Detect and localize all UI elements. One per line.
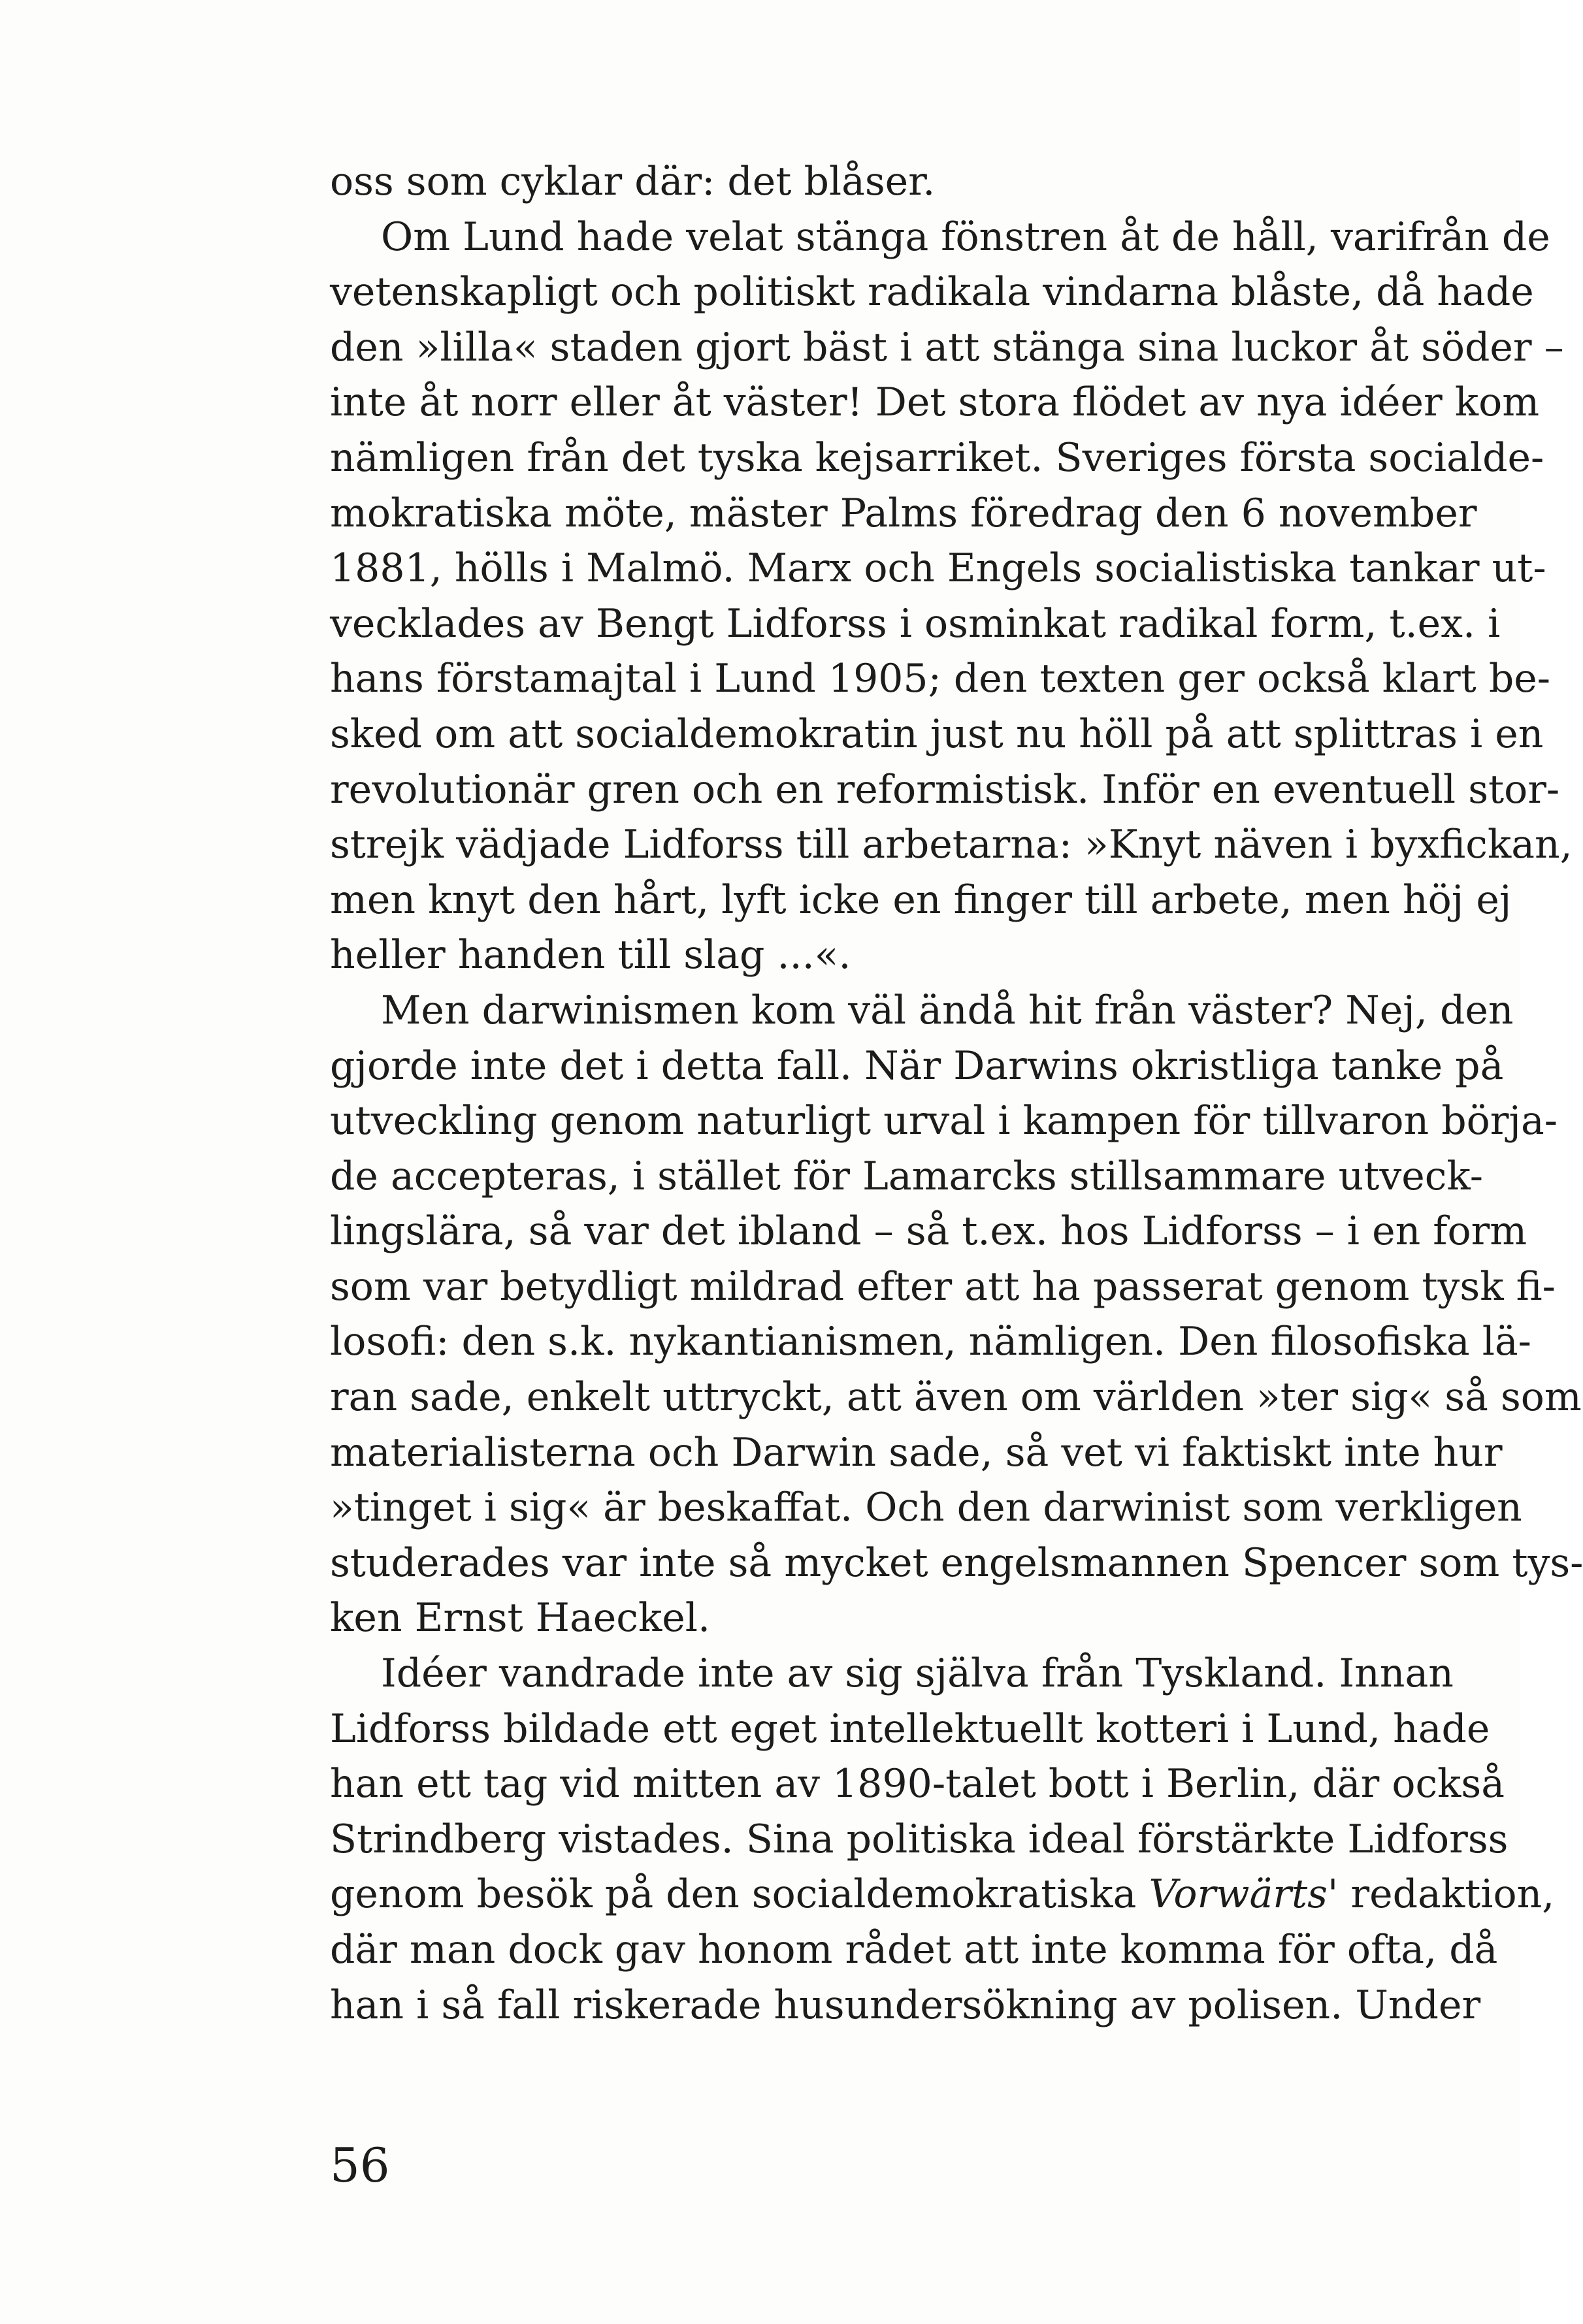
page-number: 56 xyxy=(330,2138,390,2193)
italic-newspaper-title: Vorwärts xyxy=(1149,1871,1328,1918)
text-line: vetenskapligt och politiskt radikala vindarna blåste, då hade xyxy=(330,269,1534,315)
text-line: Idéer vandrade inte av sig själva från Tyskland. Innan xyxy=(381,1651,1454,1697)
text-line: strejk vädjade Lidforss till arbetarna: »Knyt näven i byxfickan, xyxy=(330,822,1573,868)
text-line: de accepteras, i stället för Lamarcks stillsammare utveck- xyxy=(330,1153,1483,1199)
text-line: materialisterna och Darwin sade, så vet vi faktiskt inte hur xyxy=(330,1429,1503,1476)
text-line-with-italic xyxy=(330,1867,1555,1922)
body-text xyxy=(330,154,1583,2033)
text-line: studerades var inte så mycket engelsmannen Spencer som tys- xyxy=(330,1540,1583,1586)
text-line: »tinget i sig« är beskaffat. Och den darwinist som verkligen xyxy=(330,1485,1522,1531)
text-segment: genom besök på den socialdemokratiska xyxy=(330,1871,1137,1918)
text-line: mokratiska möte, mäster Palms föredrag den 6 november xyxy=(330,490,1477,536)
text-line: han i så fall riskerade husundersökning av polisen. Under xyxy=(330,1982,1481,2028)
text-line: sked om att socialdemokratin just nu höll på att splittras i en xyxy=(330,711,1544,757)
text-line: utveckling genom naturligt urval i kampen för tillvaron börja- xyxy=(330,1098,1558,1144)
text-line: men knyt den hårt, lyft icke en finger till arbete, men höj ej xyxy=(330,877,1512,923)
text-line: revolutionär gren och en reformistisk. Inför en eventuell stor- xyxy=(330,766,1560,813)
text-segment: ' redaktion, xyxy=(1327,1871,1555,1918)
text-line: inte åt norr eller åt väster! Det stora flödet av nya idéer kom xyxy=(330,379,1540,426)
text-line: gjorde inte det i detta fall. När Darwins okristliga tanke på xyxy=(330,1042,1504,1089)
text-line: han ett tag vid mitten av 1890-talet bott i Berlin, där också xyxy=(330,1761,1505,1807)
text-line: där man dock gav honom rådet att inte komma för ofta, då xyxy=(330,1927,1498,1973)
text-line: Lidforss bildade ett eget intellektuellt kotteri i Lund, hade xyxy=(330,1705,1490,1752)
text-line: nämligen från det tyska kejsarriket. Sveriges första socialde- xyxy=(330,434,1544,481)
text-line: vecklades av Bengt Lidforss i osminkat radikal form, t.ex. i xyxy=(330,600,1501,647)
text-line: oss som cyklar där: det blåser. xyxy=(330,159,936,204)
text-line: som var betydligt mildrad efter att ha passerat genom tysk fi- xyxy=(330,1263,1556,1310)
text-line: ran sade, enkelt uttryckt, att även om världen »ter sig« så som xyxy=(330,1374,1582,1421)
text-line: 1881, hölls i Malmö. Marx och Engels socialistiska tankar ut- xyxy=(330,545,1546,592)
text-line: Men darwinismen kom väl ändå hit från väster? Nej, den xyxy=(381,987,1514,1033)
text-line: lingslära, så var det ibland – så t.ex. hos Lidforss – i en form xyxy=(330,1208,1527,1255)
text-line: Om Lund hade velat stänga fönstren åt de håll, varifrån de xyxy=(381,214,1550,260)
text-line: den »lilla« staden gjort bäst i att stänga sina luckor åt söder – xyxy=(330,324,1564,370)
text-line: hans förstamajtal i Lund 1905; den texten ger också klart be- xyxy=(330,656,1551,702)
text-line: ken Ernst Haeckel. xyxy=(330,1595,711,1641)
text-line: heller handen till slag ...«. xyxy=(330,932,851,978)
text-line: Strindberg vistades. Sina politiska ideal förstärkte Lidforss xyxy=(330,1816,1509,1862)
text-line: losofi: den s.k. nykantianismen, nämligen. Den filosofiska lä- xyxy=(330,1319,1531,1365)
